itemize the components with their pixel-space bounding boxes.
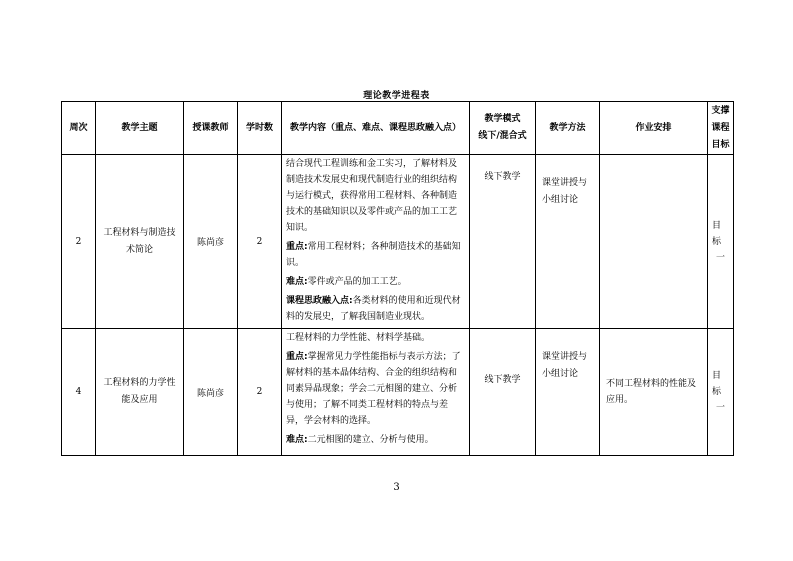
row-teacher: 陈尚彦 [184,155,238,329]
header-support-line1: 支撑 [711,105,730,116]
row-support [708,155,734,329]
row-week: 2 [62,155,96,329]
content-difficulty [286,274,465,290]
row-support [708,329,734,456]
row-homework: 不同工程材料的性能及应用。 [600,329,708,456]
key-point-text: 常用工程材料；各种制造技术的基础知识。 [286,242,461,268]
row-support-line1: 目标 [712,220,722,247]
content-key-point [286,239,465,271]
content-intro: 结合现代工程训练和金工实习，了解材料及制造技术发展史和现代制造行业的组织结构与运行模式，获得常用工程材料、各种制造技术的基础知识以及零件或产品的加工工艺知识。 [286,159,458,233]
header-teacher: 授课教师 [184,102,238,155]
content-intro: 工程材料的力学性能、材料学基础。 [286,333,431,343]
row-week: 4 [62,329,96,456]
header-homework: 作业安排 [600,102,708,155]
header-method: 教学方法 [536,102,600,155]
row-support-line2: 一 [715,403,725,413]
row-hours: 2 [238,329,282,456]
header-support-line3: 目标 [711,139,730,150]
row-teacher: 陈尚彦 [184,329,238,456]
content-difficulty [286,432,465,448]
header-row [62,102,734,155]
table-row [62,329,734,456]
difficulty-label: 难点: [286,435,308,445]
header-support [708,102,734,155]
row-method: 课堂讲授与小组讨论 [536,329,600,456]
row-homework [600,155,708,329]
header-week: 周次 [62,102,96,155]
row-topic: 工程材料的力学性能及应用 [96,329,184,456]
key-point-text: 掌握常见力学性能指标与表示方法；了解材料的基本晶体结构、合金的组织结构和同素异晶现象；学会二元相图的建立、分析与使用；了解不同类工程材料的特点与差异，学会材料的选择。 [286,352,461,426]
header-mode-line2: 线下/混合式 [478,131,527,141]
table-row [62,155,734,329]
row-method: 课堂讲授与小组讨论 [536,155,600,329]
difficulty-text: 二元相图的建立、分析与使用。 [307,435,434,445]
table-title: 理论教学进程表 [363,91,430,101]
ideology-text: 各类材料的使用和近现代材料的发展史，了解我国制造业现状。 [286,296,461,322]
row-topic: 工程材料与制造技术简论 [96,155,184,329]
row-content [282,155,470,329]
content-key-point [286,349,465,429]
difficulty-text: 零件或产品的加工工艺。 [307,277,407,287]
header-support-line2: 课程 [711,122,730,133]
teaching-progress-table [61,101,734,456]
row-mode: 线下教学 [470,155,536,329]
content-ideology [286,293,465,325]
key-point-label: 重点: [286,352,308,362]
header-content: 教学内容（重点、难点、课程思政融入点） [282,102,470,155]
row-support-line2: 一 [715,252,725,263]
page-number: 3 [393,482,400,493]
row-mode: 线下教学 [470,329,536,456]
key-point-label: 重点: [286,242,308,252]
row-support-line1: 目标 [712,371,722,397]
header-mode [470,102,536,155]
header-topic: 教学主题 [96,102,184,155]
header-hours: 学时数 [238,102,282,155]
difficulty-label: 难点: [286,277,308,287]
row-hours: 2 [238,155,282,329]
ideology-label: 课程思政融入点: [286,296,353,306]
row-content [282,329,470,456]
header-mode-line1: 教学模式 [484,114,521,124]
